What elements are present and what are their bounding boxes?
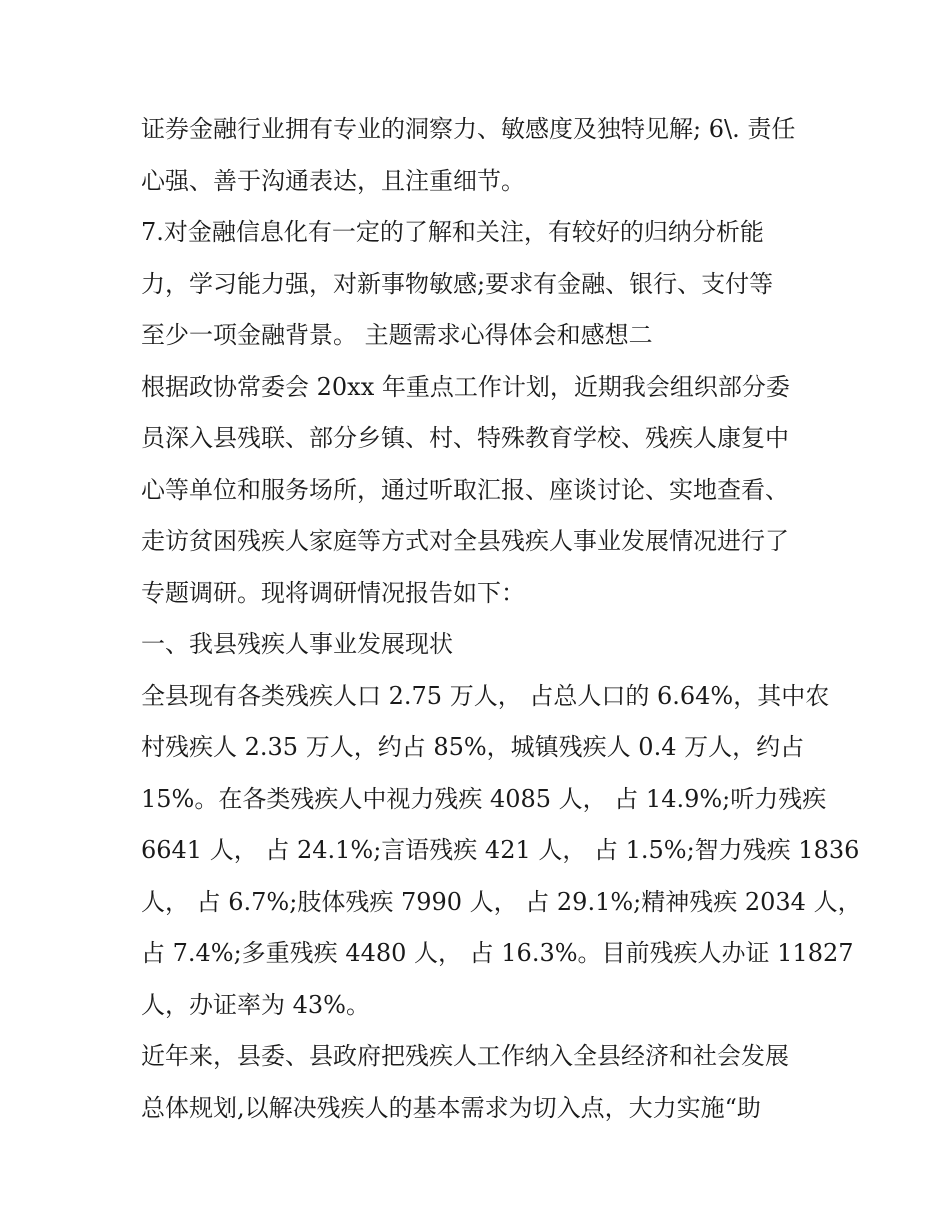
text-line: 7.对金融信息化有一定的了解和关注，有较好的归纳分析能: [141, 218, 764, 246]
text-line: 15%。在各类残疾人中视力残疾 4085 人， 占 14.9%;听力残疾: [141, 784, 827, 813]
text-line: 总体规划,以解决残疾人的基本需求为切入点，大力实施“助: [141, 1093, 761, 1122]
text-line: 人， 占 6.7%;肢体残疾 7990 人， 占 29.1%;精神残疾 2034 人，: [141, 887, 862, 916]
text-line: 根据政协常委会 20xx 年重点工作计划，近期我会组织部分委: [141, 372, 790, 401]
text-line: 证券金融行业拥有专业的洞察力、敏感度及独特见解; 6\. 责任: [141, 115, 796, 143]
document-body: [141, 104, 862, 1134]
text-line: 6641 人， 占 24.1%;言语残疾 421 人， 占 1.5%;智力残疾 1836: [141, 836, 860, 864]
text-line: 力，学习能力强，对新事物敏感;要求有金融、银行、支付等: [141, 269, 774, 298]
text-line: 人，办证率为 43%。: [141, 990, 370, 1019]
text-line: 近年来，县委、县政府把残疾人工作纳入全县经济和社会发展: [141, 1042, 789, 1070]
text-line: 至少一项金融背景。 主题需求心得体会和感想二: [141, 321, 653, 349]
text-line: 心强、善于沟通表达，且注重细节。: [141, 166, 525, 195]
text-line: 专题调研。现将调研情况报告如下：: [141, 578, 525, 607]
section-heading: 一、我县残疾人事业发展现状: [141, 630, 453, 658]
text-line: 占 7.4%;多重残疾 4480 人， 占 16.3%。目前残疾人办证 11827: [141, 939, 854, 967]
text-line: 员深入县残联、部分乡镇、村、特殊教育学校、残疾人康复中: [141, 424, 789, 452]
text-line: 走访贫困残疾人家庭等方式对全县残疾人事业发展情况进行了: [141, 527, 789, 555]
text-line: 心等单位和服务场所，通过听取汇报、座谈讨论、实地查看、: [141, 475, 789, 504]
text-line: 全县现有各类残疾人口 2.75 万人， 占总人口的 6.64%，其中农: [141, 681, 830, 710]
text-line: 村残疾人 2.35 万人，约占 85%，城镇残疾人 0.4 万人，约占: [141, 733, 805, 761]
